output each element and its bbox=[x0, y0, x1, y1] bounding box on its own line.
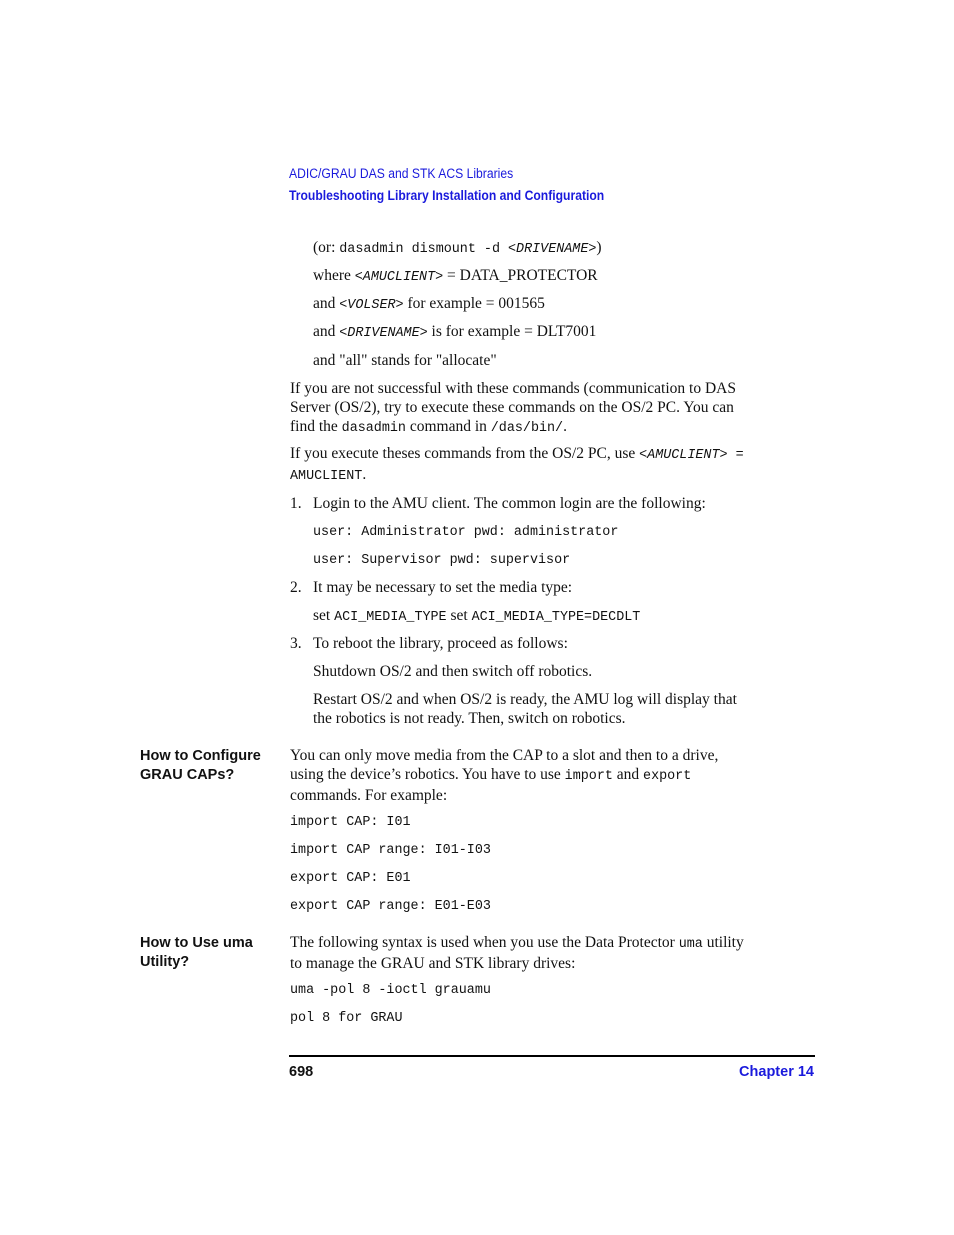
text: set bbox=[446, 607, 472, 624]
media-type-line bbox=[313, 606, 640, 627]
text: and bbox=[313, 295, 340, 312]
code: AMUCLIENT bbox=[290, 469, 363, 484]
code: export bbox=[643, 769, 692, 784]
text-line: to manage the GRAU and STK library drives: bbox=[290, 955, 576, 972]
and-volser-line bbox=[313, 294, 545, 315]
code-line: user: Administrator pwd: administrator bbox=[313, 525, 619, 540]
text: (or: bbox=[313, 239, 340, 256]
running-header-subtitle: Troubleshooting Library Installation and Configuration bbox=[289, 188, 605, 203]
step-1-number: 1. bbox=[290, 495, 302, 512]
footer-rule bbox=[289, 1055, 815, 1057]
paragraph-caps bbox=[290, 746, 718, 805]
text-line: Restart OS/2 and when OS/2 is ready, the AMU log will display that bbox=[313, 691, 737, 708]
running-header-title: ADIC/GRAU DAS and STK ACS Libraries bbox=[289, 166, 514, 181]
code: = bbox=[727, 448, 744, 463]
heading-line: Utility? bbox=[140, 954, 190, 970]
text: command in bbox=[405, 418, 491, 435]
and-all-line: and "all" stands for "allocate" bbox=[313, 352, 497, 369]
or-dismount-line bbox=[313, 238, 602, 259]
code: dasadmin bbox=[341, 421, 406, 436]
code-line: export CAP range: E01-E03 bbox=[290, 899, 491, 914]
code: import bbox=[564, 769, 613, 784]
and-drivename-line bbox=[313, 322, 596, 343]
code: ACI_MEDIA_TYPE=DECDLT bbox=[471, 610, 641, 625]
text: and bbox=[612, 766, 644, 783]
text: and bbox=[313, 323, 340, 340]
code-line: user: Supervisor pwd: supervisor bbox=[313, 553, 571, 568]
text-line: You can only move media from the CAP to a slot and then to a drive, bbox=[290, 747, 719, 764]
where-amuclient-line bbox=[313, 266, 598, 287]
text: ) bbox=[596, 239, 602, 256]
paragraph-uma bbox=[290, 933, 744, 973]
code-line: pol 8 for GRAU bbox=[290, 1011, 403, 1026]
text: The following syntax is used when you use the Data Protector bbox=[290, 934, 679, 951]
step-2-text: It may be necessary to set the media type: bbox=[313, 579, 573, 596]
text-line: commands. For example: bbox=[290, 787, 448, 804]
variable: <VOLSER> bbox=[339, 298, 404, 313]
step-3-number: 3. bbox=[290, 635, 302, 652]
side-heading-uma-utility bbox=[140, 934, 253, 972]
code: dasadmin dismount -d bbox=[339, 242, 509, 257]
text: find the bbox=[290, 418, 342, 435]
text: If you execute theses commands from the OS/2 PC, use bbox=[290, 445, 640, 462]
heading-line: GRAU CAPs? bbox=[140, 767, 235, 783]
text: = DATA_PROTECTOR bbox=[443, 267, 598, 284]
heading-line: How to Use uma bbox=[140, 935, 253, 951]
step-1-text: Login to the AMU client. The common login are the following: bbox=[313, 495, 706, 512]
text: . bbox=[362, 466, 367, 483]
paragraph-not-successful bbox=[290, 379, 736, 438]
side-heading-configure-caps bbox=[140, 747, 261, 785]
chapter-label: Chapter 14 bbox=[739, 1064, 814, 1080]
text: for example = 001565 bbox=[403, 295, 545, 312]
variable: <DRIVENAME> bbox=[508, 242, 597, 257]
step-3-text: To reboot the library, proceed as follows: bbox=[313, 635, 568, 652]
text-line bbox=[290, 444, 744, 465]
text-line: the robotics is not ready. Then, switch on robotics. bbox=[313, 710, 626, 727]
text: set bbox=[313, 607, 335, 624]
text-line bbox=[290, 465, 744, 486]
page-number: 698 bbox=[289, 1064, 314, 1080]
code-line: export CAP: E01 bbox=[290, 871, 411, 886]
text-line: Shutdown OS/2 and then switch off robotics. bbox=[313, 663, 593, 680]
variable: <AMUCLIENT> bbox=[354, 270, 444, 285]
code: ACI_MEDIA_TYPE bbox=[334, 610, 447, 625]
variable: <AMUCLIENT> bbox=[639, 448, 728, 463]
code-line: import CAP range: I01-I03 bbox=[290, 843, 491, 858]
text: . bbox=[563, 418, 567, 435]
paragraph-os2-pc bbox=[290, 444, 744, 486]
code-line: import CAP: I01 bbox=[290, 815, 411, 830]
text: utility bbox=[702, 934, 744, 951]
code: uma bbox=[678, 937, 703, 952]
text: using the device’s robotics. You have to use bbox=[290, 766, 565, 783]
text: is for example = DLT7001 bbox=[427, 323, 597, 340]
step-2-number: 2. bbox=[290, 579, 302, 596]
variable: <DRIVENAME> bbox=[339, 326, 428, 341]
heading-line: How to Configure bbox=[140, 748, 261, 764]
text: where bbox=[313, 267, 355, 284]
text-line: Server (OS/2), try to execute these commands on the OS/2 PC. You can bbox=[290, 399, 734, 416]
step-3-paragraph bbox=[313, 690, 737, 728]
text-line bbox=[290, 417, 736, 438]
code: /das/bin/ bbox=[490, 421, 564, 436]
text-line bbox=[290, 933, 744, 954]
text-line bbox=[290, 765, 718, 786]
code-line: uma -pol 8 -ioctl grauamu bbox=[290, 983, 491, 998]
text-line: If you are not successful with these commands (communication to DAS bbox=[290, 380, 736, 397]
